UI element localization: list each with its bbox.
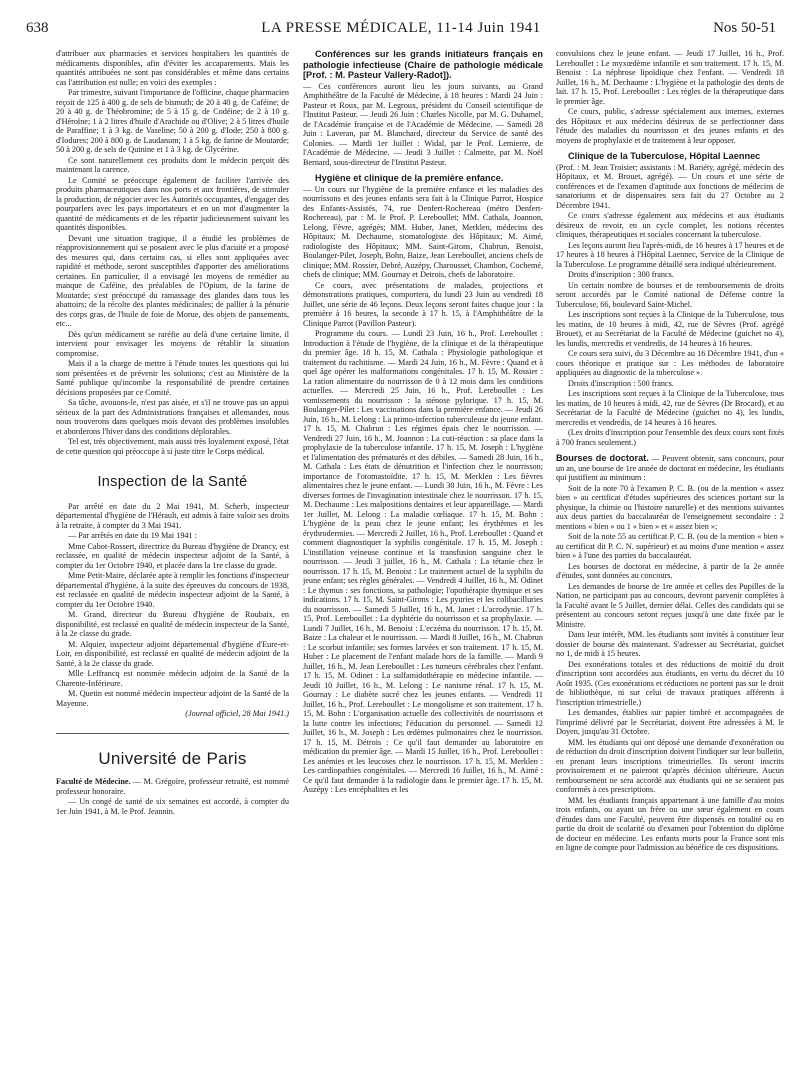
subheading-bourses: Bourses de doctorat.	[556, 453, 649, 463]
paragraph: Ce cours, avec présentations de malades, projections et démonstrations pratiques, comportera, du lundi 23 Juin au vendredi 18 Juillet, une série de 46 leçons. Deux leçons seront faites chaque jour : la première à 16 heures, la seconde à 17 h. 15, à l'Amphithéâtre de la Clinique Parrot (Pavillon Pasteur).	[303, 280, 543, 328]
column-2	[303, 49, 543, 1074]
paragraph: Un certain nombre de bourses et de remboursements de droits seront accordés par le Comité national de Défense contre la Tuberculose, 66, boulevard Saint-Michel.	[556, 280, 784, 309]
paragraph: Les inscriptions sont reçues à la Clinique de la Tuberculose, tous les matins, de 10 heures à midi, 42, rue de Sèvres (Dr Brocard), et au Secrétariat de la Faculté de Médecine (guichet no 4), les lundis, mercredis et vendredis, de 14 heures à 16 heures.	[556, 389, 784, 427]
page-number: 638	[26, 20, 49, 36]
paragraph: Mais il a la charge de mettre à l'étude toutes les questions qui lui sont présentées et de prévenir les solutions; c'est au Ministère de la Santé publique qu'incombe la responsabilité de prendre certaines décisions proposées par ce Comité.	[56, 359, 289, 397]
paragraph: d'attribuer aux pharmacies et services hospitaliers les quantités de médicaments disponibles, afin d'éviter les accaparements. Mais les quantités attribuées ne sont pas considérables et même dans certains cas l'attribution est nulle; en voici des exemples :	[56, 49, 289, 87]
paragraph: convulsions chez le jeune enfant. — Jeudi 17 Juillet, 16 h., Prof. Lereboullet : Le myxœdème infantile et son traitement. 17 h. 15, M. Benoist : La néphrose lipoïdique chez l'enfant. — Vendredi 18 Juillet, 16 h., M. Dechaume : L'hygiène et la pathologie des dents de lait. 17 h. 15, Prof. Lereboullet : Les règles de la thérapeutique dans le premier âge.	[556, 49, 784, 106]
paragraph: Dans leur intérêt, MM. les étudiants sont invités à constituer leur dossier de bourse dès maintenant. S'adresser au Secrétariat, guichet no 1, de midi à 15 heures.	[556, 630, 784, 658]
section-heading-universite: Université de Paris	[98, 748, 247, 768]
paragraph: Mlle Leffrancq est nommée médecin adjoint de la Santé de la Charente-Inférieure.	[56, 669, 289, 688]
paragraph: Dès qu'un médicament se raréfie au delà d'une certaine limite, il intervient pour envisager les moyens de rétablir la situation compromise.	[56, 329, 289, 358]
paragraph: Ce cours sera suivi, du 3 Décembre au 16 Décembre 1941, d'un « cours théorique et pratique sur : Les méthodes de laboratoire appliquées au diagnostic de la tuberculose ».	[556, 349, 784, 377]
journal-title: LA PRESSE MÉDICALE, 11-14 Juin 1941	[261, 20, 541, 36]
paragraph: Mme Cabot-Rossert, directrice du Bureau d'hygiène de Drancy, est reclassée, en qualité de médecin inspecteur adjoint de la Santé, à compter du 1er Octobre 1940, et placée dans la 1re classe du grade.	[56, 541, 289, 570]
paragraph: Par arrêté en date du 2 Mai 1941, M. Scherb, inspecteur départemental d'hygiène de l'Hérault, est admis à faire valoir ses droits à la retraite, à compter du 3 Mai 1941.	[56, 501, 289, 530]
subheading-hygiene: Hygiène et clinique de la première enfance.	[315, 173, 504, 183]
paragraph: Par trimestre, suivant l'importance de l'officine, chaque pharmacien reçoit de 125 à 400 g. de sels de bismuth; de 20 à 40 g. de Caféine; de 20 à 40 g. de Théobromine; de 5 à 15 g. de Codéine; de 2 à 10 g. d'Héroïne; 1 à 2 litres d'huile d'Arachide ou d'Olive; 2 à 5 litres d'huile de Paraffine; 1 à 3 kg. de Vaseline; 50 à 200 g. d'Iode; 250 à 800 g. d'Iodures; 200 à 800 g. de Laudanum; 1 à 5 kg. de farine de Moutarde; 50 à 200 g. de sels de Quinine et 1 à 3 kg. de Glycérine.	[56, 88, 289, 154]
paragraph: Les demandes de bourse de 1re année et celles des Pupilles de la Nation, ne participant pas au concours, devront parvenir complètes à la Faculté avant le 5 Juillet, dernier délai. Celles des candidats qui se présentent au concours seront reçues jusqu'à une date fixée par le Ministre.	[556, 581, 784, 629]
paragraph: — Par arrêtés en date du 19 Mai 1941 :	[68, 531, 197, 540]
paragraph: MM. les étudiants qui ont déposé une demande d'exonération ou de réduction du droit d'inscription doivent l'indiquer sur leur bulletin, en prenant leurs inscriptions trimestrielles. Ils seront inscrits provisoirement et ne paieront qu'après décision ultérieure. Aucun remboursement ne sera accordé aux étudiants qui ne se seraient pas conformés à ces prescriptions.	[556, 737, 784, 794]
section-heading-inspection: Inspection de la Santé	[97, 474, 248, 490]
paragraph	[56, 777, 289, 796]
paragraph: Devant une situation tragique, il a étudié les problèmes de réapprovisionnement qui se posaient avec le plus d'acuité et a proposé des mesures qui, dans certains cas, si elles sont appliquées avec rapidité et méthode, seront susceptibles d'apporter des améliorations certaines. En particulier, il a envisagé les moyens de remédier au manque de Caféine, des préalables de l'Opium, de la farine de Moutarde; s'est préoccupé du ramassage des glandes dans tous les abattoirs; de la récolte des plantes médicinales; de pallier à la pénurie des corps gras, de l'huile de foie de Morue, des objets de pansements, etc...	[56, 233, 289, 328]
divider	[56, 733, 289, 734]
paragraph: MM. les étudiants français appartenant à une famille d'au moins trois enfants, ou ayant un frère ou une sœur également en cours d'études dans une Faculté, peuvent être dispensés en totalité ou en partie du droit de scolarité ou d'examen pour l'obtention du diplôme de docteur en médecine. Les enfants morts pour la France sont mis en ligne de compte pour l'admission au bénéfice de ces dispositions.	[556, 795, 784, 852]
paragraph	[556, 453, 784, 483]
subheading-conferences: Conférences sur les grands initiateurs français en pathologie infectieuse (Chaire de pathologie médicale [Prof. : M. Pasteur Vallery-Radot]).	[303, 49, 543, 80]
paragraph: — Un congé de santé de six semaines est accordé, à compter du 1er Juin 1941, à M. le Prof. Jeannin.	[56, 797, 289, 816]
paragraph: Programme du cours. — Lundi 23 Juin, 16 h., Prof. Lereboullet : Introduction à l'étude de l'hygiène, de la clinique et de la thérapeutique du premier âge. 18 h. 15, M. Cathala : Physiologie pathologique et traitement du rachitisme. — Mardi 24 Juin, 16 h., M. Fèvre : Quand et à quel âge opérer les malformations congénitales. 17 h. 15, M. Rossier : La ration alimentaire du nourrisson de 0 à 12 mois dans les conditions actuelles. — Mercredi 25 Juin, 16 h., Prof. Lereboullet : Les vomissements du nourrisson : la sténose pylorique. 17 h. 15, M. Boulanger-Pilet : Les vaccinations dans la première enfance. — Jeudi 26 Juin, 16 h., M. Lelong : La primo-infection tuberculeuse du jeune enfant. 17 h. 15, M. Chabrun : Les régimes épais chez le nourrisson. — Vendredi 27 Juin, 16 h., M. Joannon : La cuti-réaction : sa place dans la prophylaxie de la tuberculose infantile. 17 h. 15, M. Joseph : L'hygiène et l'alimentation des prématurés et des débiles. — Samedi 28 Juin, 16 h., M. Cathala : Les états de dénutrition et l'infection chez le nourrisson; importance de l'otomastoïdite. 17 h. 15, M. Merklen : Les fièvres alimentaires chez le jeune enfant. — Lundi 30 Juin, 16 h., M. Fèvre : Les diverses formes de l'invagination intestinale chez le nourrisson. 17 h. 15, M. Dechaume : Les malpositions dentaires et leur appareillage. — Mardi 1er Juillet, M. Lelong : La maladie cœliaque. 17 h. 15, M. Bohn : L'hygiène de la peau chez le jeune enfant; les érythèmes et les érythrodermies. — Mercredi 2 Juillet, 16 h., Prof. Lereboullet : Quand et comment diagnostiquer la syphilis congénitale. 17 h. 15, M. Joseph : L'instillation veineuse continue et la transfusion sanguine chez le nourrisson. — Jeudi 3 juillet, 16 h., M. Cathala : La tétanie chez le nourrisson. 17 h. 15, M. Benoist : Le traitement actuel de la syphilis du jeune enfant; ses règles générales. — Vendredi 4 Juillet, 16 h., M. Odinet : Le thymus : ses fonctions, sa pathologie; l'opothérapie thymique et ses indications. 17 h. 15, M. Saint-Girons : Les pyuries et les colibacilluries du nourrisson. — Samedi 5 Juillet, 16 h., M. Janet : L'acrodynie. 17 h. 15, Prof. Lereboullet : La dyphtérie du nourrisson et sa prophylaxie. — Lundi 7 Juillet, 16 h., M. Benoist : L'eczéma du nourrisson. 17 h. 15, M. Baize : La chaleur et le nourrisson. — Mardi 8 Juillet, 16 h., M. Chabrun : Le scorbut infantile; ses formes larvées et son traitement. 17 h. 15, M. Huber : Le placement de l'enfant malade hors de la famille. — Mardi 9 Juillet, 16 h., M. Jean Lereboullet : Les tumeurs cérébrales chez l'enfant. 17 h. 15, M. Odinet : La sulfamidothérapie en médecine infantile. — Jeudi 10 Juillet, 16 h., M. Lelong : Le nanisme rénal. 17 h. 15, M. Gournay : Le diabète sucré chez les jeunes enfants. — Vendredi 11 Juillet, 16 h., Prof. Lereboullet : Le mongolisme et son traitement. 17 h. 15, M. Bohn : L'organisation actuelle des collectivités de nourrissons et la lutte contre les infections; l'éducation du personnel. — Samedi 12 Juillet, 16 h., M. Joseph : Les œdèmes pulmonaires chez le nourrisson. 17 h. 15, M. Détrois : Ce qu'il faut demander au laboratoire en médication du premier âge. — Mardi 15 Juillet, 16 h., Prof. Lereboullet : Les anémies et les leucoses chez le nourrisson. 17 h. 15, M. Merklen : Les cardiopathies congénitales. — Mercredi 16 Juillet, 16 h., M. Aimé : Ce qu'il faut demander à la radiologie dans le premier âge. 17 h. 15, M. Auzépy : Les encéphalites et les	[303, 329, 543, 794]
issue-number: Nos 50-51	[713, 20, 776, 36]
paragraph-text: — Peuvent obtenir, sans concours, pour un an, une bourse de 1re année de doctorat en médecine, les étudiants qui justifient au minimum :	[556, 454, 784, 482]
paragraph: Mme Petit-Maire, déclarée apte à remplir les fonctions d'inspecteur départemental d'hygiène, à la suite des épreuves du concours de 1938, est reclassée en qualité de médecin inspecteur adjoint de la Santé, à compter du 1er Octobre 1940.	[56, 571, 289, 609]
subheading-faculte: Faculté de Médecine.	[56, 777, 131, 786]
page-header	[26, 20, 776, 42]
paragraph: Sa tâche, avouons-le, n'est pas aisée, et s'il ne trouve pas un appui sérieux de la part des Administrations françaises et allemandes, nous nous trouverons dans quelques mois devant des problèmes insolubles et aborderons l'hiver dans des conditions déplorables.	[56, 398, 289, 436]
paragraph: Le Comité se préoccupe également de faciliter l'arrivée des produits pharmaceutiques dans nos ports et aux frontières, de stimuler la production, de négocier avec les Autorités occupantes, d'engager des pourparlers avec les pays importateurs et en un mot d'augmenter la quantité de médicaments et de les répartir judicieusement suivant les quantités disponibles.	[56, 175, 289, 232]
paragraph: (Prof. : M. Jean Troisier; assistants : M. Bariéty, agrégé, médecin des Hôpitaux, et M. Brouet, agrégé). — Un cours et une série de conférences et de l'examen d'aptitude aux fonctions de médecins de sanatoriums et de dispensaires sera fait du 27 Octobre au 2 Décembre 1941.	[556, 162, 784, 210]
paragraph: M. Grand, directeur du Bureau d'hygiène de Roubaix, en disponibilité, est reclassé en qualité de médecin inspecteur de la Santé, à la 2e classe du grade.	[56, 610, 289, 638]
paragraph: — Ces conférences auront lieu les jours suivants, au Grand Amphithéâtre de la Faculté de Médecine, à 18 heures : Mardi 24 Juin : Pasteur et Roux, par M. Legroux, président du Conseil scientifique de l'Institut Pasteur. — Jeudi 26 Juin : Charles Nicolle, par M. G. Duhamel, de l'Académie française et de l'Académie de Médecine. — Samedi 28 Juin : Laveran, par M. Blanchard, directeur du Service de santé des Colonies. — Mardi 1er Juillet : Widal, par le Prof. Lemierre, de l'Académie de Médecine. — Jeudi 3 Juillet : Calmette, par M. Noël Bernard, sous-directeur de l'Institut Pasteur.	[303, 81, 543, 167]
paragraph: Droits d'inscription : 500 francs.	[568, 378, 674, 388]
column-3	[556, 49, 784, 1074]
paragraph: Des exonérations totales et des réductions de moitié du droit d'inscription sont accordées aux étudiants, en vertu du décret du 10 Août 1935. (Ces exonérations et réductions ne portent pas sur le droit de bibliothèque, ni sur celui de travaux pratiques afférents à l'inscription trimestrielle.)	[556, 659, 784, 707]
paragraph: Soit de la note 55 au certificat P. C. B. (ou de la mention « bien » au certificat dit P. C. N. supérieur) et au moins d'une mention « assez bien » à l'une des parties du baccalauréat.	[556, 532, 784, 560]
paragraph: — Un cours sur l'hygiène de la première enfance et les maladies des nourrissons et des jeunes enfants sera fait à la Clinique Parrot, Hospice des Enfants-Assistés, 74, rue Denfert-Rochereau (métro Denfert-Rochereau), par : M. le Prof. P. Lereboullet; MM. Cathala, Joannon, Lelong, Fèvre, agrégés; MM. Huber, Janet, Merklen, médecins des Hôpitaux; M. Dechaume, stomatologiste des Hôpitaux; M. Aimé, radiologiste des Hôpitaux; MM. Saint-Girons, Chabrun, Benoist, Boulanger-Pilet, Joseph, Bohn, Baize, Jean Lereboullet, anciens chefs de clinique; MM. Rossier, Debré, Auzépy, Charousset, Chambon, Cochemé, chefs de clinique; MM. Gournay et Detrois, chefs de laboratoire.	[303, 184, 543, 279]
paragraph: M. Quetin est nommé médecin inspecteur adjoint de la Santé de la Mayenne.	[56, 689, 289, 708]
paragraph: Les inscriptions sont reçues à la Clinique de la Tuberculose, tous les matins, de 10 heures à midi, 42, rue de Sèvres (Prof. agrégé Brouet), et au Secrétariat de la Faculté de Médecine (guichet no 4), les lundis, mercredis et vendredis, de 14 heures à 16 heures.	[556, 310, 784, 348]
paragraph: Droits d'inscription : 300 francs.	[568, 270, 674, 279]
paragraph: Ce cours, public, s'adresse spécialement aux internes, externes des Hôpitaux et aux médecins désireux de se perfectionner dans l'étude des maladies du nourrisson et des jeunes enfants et des moyens de prophylaxie et de traitement à leur opposer.	[556, 107, 784, 145]
source-citation: (Journal officiel, 28 Mai 1941.)	[185, 709, 289, 718]
paragraph: (Les droits d'inscription pour l'ensemble des deux cours sont fixés à 700 francs seulement.)	[556, 428, 784, 447]
paragraph: Les demandes, établies sur papier timbré et accompagnées de l'imprimé délivré par le Secrétariat, doivent être adressées à M. le Doyen, jusqu'au 31 Octobre.	[556, 708, 784, 736]
subheading-tuberculose: Clinique de la Tuberculose, Hôpital Laennec	[568, 151, 761, 161]
paragraph: Tel est, très objectivement, mais aussi très loyalement exposé, l'état de cette question qui préoccupe à si juste titre le Corps médical.	[56, 437, 289, 456]
column-1	[56, 49, 289, 1074]
paragraph: M. Alquier, inspecteur adjoint départemental d'hygiène d'Eure-et-Loir, en disponibilité, est reclassé en qualité de médecin adjoint de la Santé, à la 2e classe du grade.	[56, 639, 289, 668]
paragraph: Les bourses de doctorat en médecine, à partir de la 2e année d'études, sont données au concours.	[556, 561, 784, 580]
paragraph-text: — M. Grégoire, professeur retraité, est nommé professeur honoraire.	[56, 777, 289, 796]
paragraph: Ce sont naturellement ces produits dont le médecin perçoit dès maintenant la carence.	[56, 155, 289, 174]
paragraph: Ce cours s'adresse également aux médecins et aux étudiants désireux de revoir, en un cycle complet, les notions récentes cliniques, thérapeutiques et sociales concernant la tuberculose.	[556, 211, 784, 239]
paragraph: Les leçons auront lieu l'après-midi, de 16 heures à 17 heures et de 17 heures à 18 heures à l'Hôpital Laennec, Service de la Clinique de la Tuberculose. Le programme détaillé sera indiqué ultérieurement.	[556, 240, 784, 269]
paragraph: Soit de la note 70 à l'examen P. C. B. (ou de la mention « assez bien » au certificat d'études supérieures des sciences portant sur la physique, la chimie ou l'histoire naturelle) et des mentions suivantes aux deux parties du baccalauréat de l'enseignement secondaire : 2 mentions « bien » ou 1 « bien » et « assez bien »;	[556, 483, 784, 531]
